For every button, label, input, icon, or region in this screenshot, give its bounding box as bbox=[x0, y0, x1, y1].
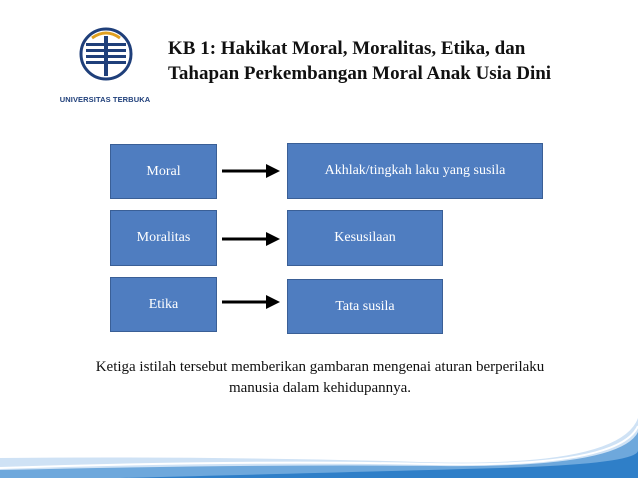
meaning-box-etika: Tata susila bbox=[287, 279, 443, 334]
title-line-1: KB 1: Hakikat Moral, Moralitas, Etika, dan bbox=[168, 38, 526, 59]
title-line-2: Tahapan Perkembangan Moral Anak Usia Dini bbox=[168, 63, 552, 84]
arrow-right-icon bbox=[220, 229, 282, 249]
term-box-etika: Etika bbox=[110, 277, 217, 332]
slide-title bbox=[168, 36, 608, 86]
arrow-right-icon bbox=[220, 292, 282, 312]
term-box-moralitas: Moralitas bbox=[110, 210, 217, 266]
decorative-wave bbox=[0, 398, 638, 478]
caption bbox=[40, 357, 600, 399]
term-box-moral: Moral bbox=[110, 144, 217, 199]
caption-line-1: Ketiga istilah tersebut memberikan gambaran mengenai aturan berperilaku bbox=[95, 359, 545, 375]
university-logo bbox=[48, 26, 162, 114]
logo-label: UNIVERSITAS TERBUKA bbox=[59, 95, 151, 104]
meaning-box-moral: Akhlak/tingkah laku yang susila bbox=[287, 143, 543, 199]
arrow-right-icon bbox=[220, 161, 282, 181]
logo-emblem-icon bbox=[78, 26, 134, 90]
meaning-box-moralitas: Kesusilaan bbox=[287, 210, 443, 266]
caption-line-2: manusia dalam kehidupannya. bbox=[228, 380, 412, 396]
